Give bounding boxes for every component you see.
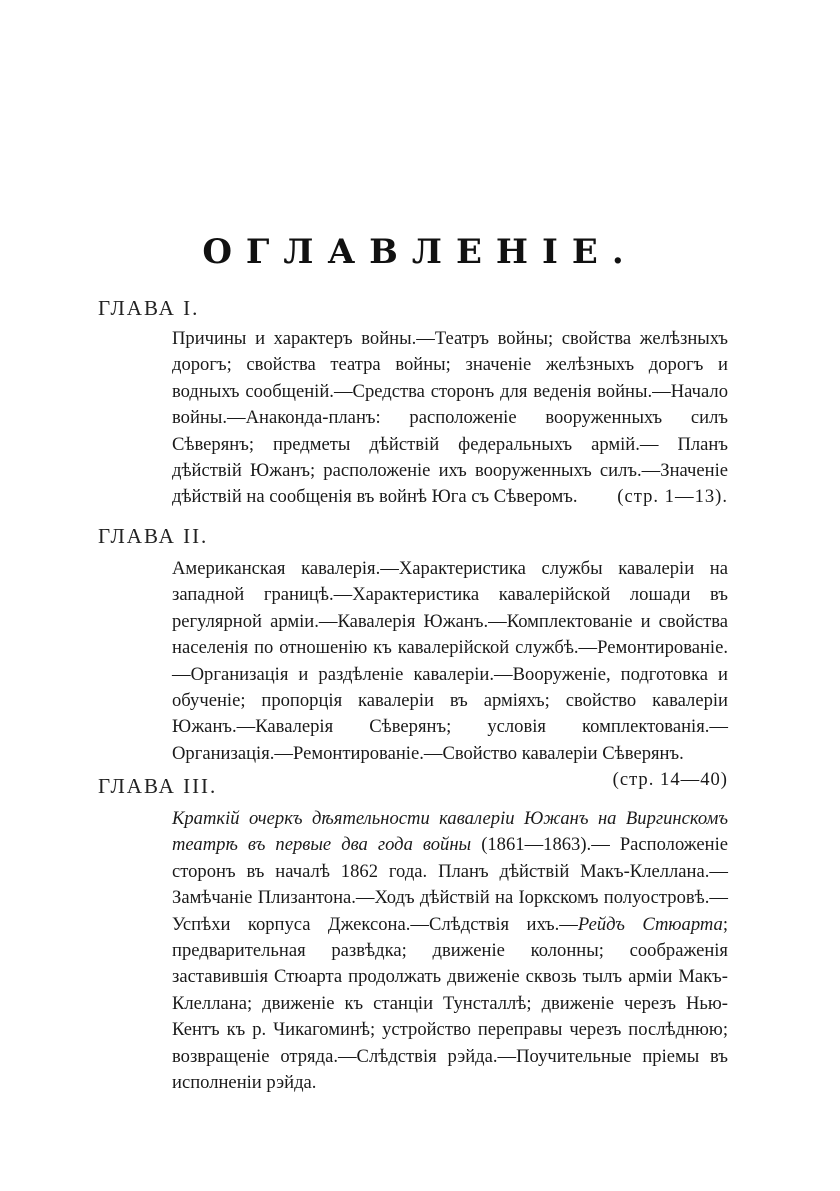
chapter-2-heading: ГЛАВА II. (98, 524, 209, 548)
page-title: ОГЛАВЛЕНІЕ. (202, 232, 638, 272)
chapter-1-pages: (стр. 1—13). (617, 486, 728, 508)
chapter-3-italic-lead: Краткій очеркъ дѣятельности кавалеріи Южанъ на Виргинскомъ театрѣ въ первые два года войны (172, 808, 728, 856)
chapter-2-pages: (стр. 14—40) (612, 769, 728, 791)
chapter-3-summary (172, 806, 728, 1096)
chapter-3-italic-mid: Рейдъ Стюарта (577, 913, 723, 935)
chapter-3-text-after-lead: (1861—1863).— Расположеніе сторонъ въ началѣ 1862 года. Планъ дѣйствій Макъ-Клеллана.—Замѣчаніе Плизантона.—Ходъ дѣйствій на Іоркскомъ полуостровѣ.—Успѣхи корпуса Джексона.—Слѣдствія ихъ.— (172, 834, 729, 935)
chapter-1-text: Причины и характеръ войны.—Театръ войны; свойства желѣзныхъ дорогъ; свойства театра войны; значеніе желѣзныхъ дорогъ и водныхъ сообщеній.—Средства сторонъ для веденія войны.—Начало войны.—Анаконда-планъ: расположеніе вооруженныхъ силъ Сѣверянъ; предметы дѣйствій федеральныхъ армій.— Планъ дѣйствій Южанъ; расположеніе ихъ вооруженныхъ силъ.—Значеніе дѣйствій на сообщенія въ войнѣ Юга съ Сѣверомъ. (172, 328, 728, 508)
chapter-3-text-end: ; предварительная развѣдка; движеніе колонны; соображенія заставившія Стюарта продолжать движеніе сквозь тылъ арміи Макъ-Клеллана; движеніе къ станціи Тунсталлѣ; движеніе черезъ Нью-Кентъ къ р. Чикагоминѣ; устройство переправы черезъ послѣднюю; возвращеніе отряда.—Слѣдствія рэйда.—Поучительные пріемы въ исполненіи рэйда. (172, 913, 728, 1094)
chapter-1-summary (172, 326, 728, 511)
chapter-3-heading: ГЛАВА III. (98, 774, 218, 798)
chapter-2-text: Американская кавалерія.—Характеристика службы кавалеріи на западной границѣ.—Характеристика кавалерійской лошади въ регулярной арміи.—Кавалерія Южанъ.—Комплектованіе и свойства населенія по отношенію къ кавалерійской службѣ.—Ремонтированіе.—Организація и раздѣленіе кавалеріи.—Вооруженіе, подготовка и обученіе; пропорція кавалеріи въ арміяхъ; свойство кавалеріи Южанъ.—Кавалерія Сѣверянъ; условія комплектованія.—Организація.—Ремонтированіе.—Свойство кавалеріи Сѣверянъ. (172, 558, 728, 764)
chapter-1-heading: ГЛАВА I. (98, 296, 200, 320)
chapter-2-summary (172, 556, 728, 794)
